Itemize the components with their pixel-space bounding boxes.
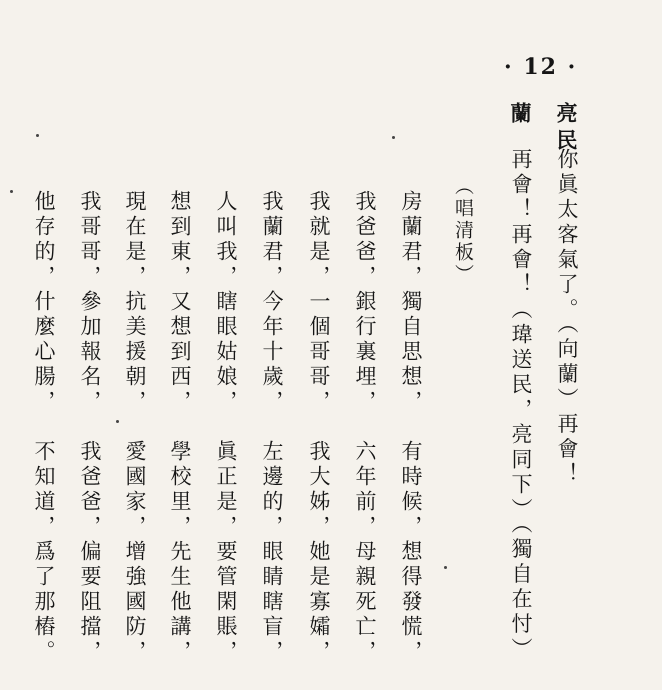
print-speck bbox=[10, 190, 13, 193]
verse-line-7-top: 現在是，抗美援朝， bbox=[123, 190, 147, 415]
verse-line-8-bottom: 我爸爸，偏要阻擋， bbox=[78, 440, 102, 665]
verse-line-8-top: 我哥哥，參加報名， bbox=[78, 190, 102, 415]
verse-line-4-bottom: 左邊的，眼睛瞎盲， bbox=[260, 440, 284, 665]
verse-line-5-bottom: 眞正是，要管閑賬， bbox=[214, 440, 238, 665]
verse-line-7-bottom: 愛國家，增強國防， bbox=[123, 440, 147, 665]
verse-line-3-bottom: 我大姊，她是寡孀， bbox=[307, 440, 331, 665]
speaker-lan: 蘭 bbox=[508, 102, 533, 129]
stage-direction: （唱清板） bbox=[452, 176, 474, 286]
print-speck bbox=[116, 420, 119, 423]
verse-line-2-bottom: 六年前，母親死亡， bbox=[353, 440, 377, 665]
verse-line-3-top: 我就是，一個哥哥， bbox=[307, 190, 331, 415]
page-number: · 12 · bbox=[504, 54, 578, 80]
verse-line-1-bottom: 有時候，想得發慌， bbox=[399, 440, 423, 665]
print-speck bbox=[444, 566, 447, 569]
speaker-min: 亮民 bbox=[554, 102, 579, 156]
dialogue-min-line: 你眞太客氣了。（向蘭）再會！ bbox=[555, 148, 579, 488]
print-speck bbox=[392, 136, 395, 139]
verse-line-9-bottom: 不知道，爲了那樁。 bbox=[32, 440, 56, 665]
verse-line-2-top: 我爸爸，銀行裏埋， bbox=[353, 190, 377, 415]
verse-line-1-top: 房蘭君，獨自思想， bbox=[399, 190, 423, 415]
verse-line-6-bottom: 學校里，先生他講， bbox=[168, 440, 192, 665]
verse-line-4-top: 我蘭君，今年十歲， bbox=[260, 190, 284, 415]
print-speck bbox=[36, 134, 39, 137]
verse-line-5-top: 人叫我，瞎眼姑娘， bbox=[214, 190, 238, 415]
verse-line-6-top: 想到東，又想到西， bbox=[168, 190, 192, 415]
verse-line-9-top: 他存的，什麼心腸， bbox=[32, 190, 56, 415]
dialogue-lan-line: 再會！再會！（瑋送民，亮同下）（獨自在忖） bbox=[509, 148, 533, 663]
